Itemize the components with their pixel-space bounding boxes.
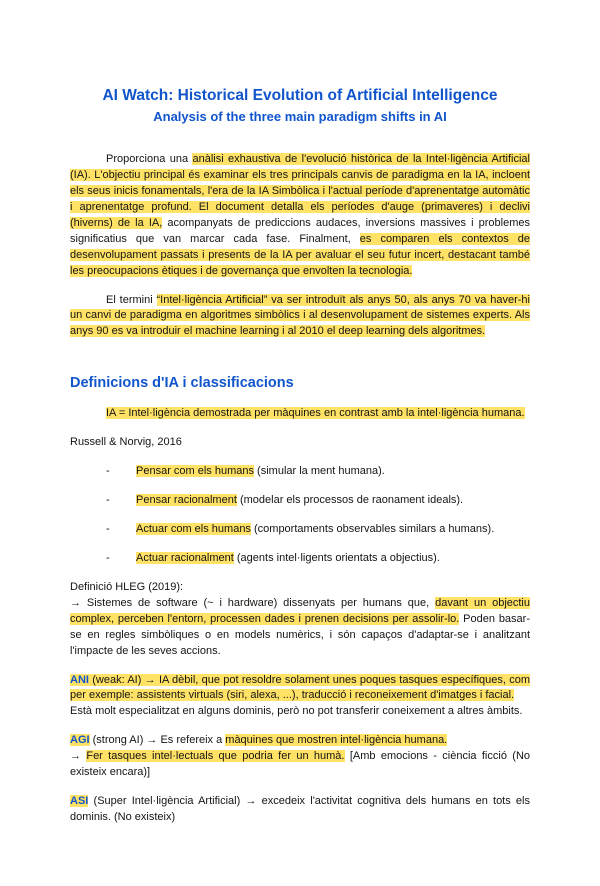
text-run: Proporciona una	[106, 153, 193, 166]
bullet-item	[106, 551, 530, 567]
text-run: Pensar com els humans	[136, 465, 254, 478]
paragraph	[70, 704, 530, 720]
text-run: (modelar els processos de raonament ideals).	[236, 494, 464, 506]
text-run: El termini	[106, 293, 157, 306]
paragraph	[70, 293, 530, 341]
text-run: davant un objectiu complex, perceben l'entorn, processen dades i prenen decisions per assolir-lo.	[70, 596, 530, 625]
text-run: →	[70, 750, 87, 763]
text-run: IA dèbil, que pot resoldre solament unes poques tasques específiques, com per exemple: assistents virtuals (siri, alexa, ...), traducció i reconeixement d'imatges i facial.	[70, 673, 530, 702]
text-run: [Amb emocions - ciència ficció (No existeix encara)]	[70, 750, 530, 779]
text-run: (comportaments observables similars a humans).	[250, 522, 495, 535]
text-run: anàlisi exhaustiva de l'evolució històrica de la Intel·ligència Artificial (IA). L'objectiu principal és examinar els tres principals canvis de paradigma en la IA, incloent els seus inicis fonamentals, l'era de la IA Simbòlica i l'actual període d'aprenentatge automàtic i aprenentatge profund. El document detalla els períodes d'auge (primaveres) i declivi (hiverns) de la IA,	[70, 153, 530, 229]
text-run: Actuar com els humans	[136, 522, 251, 535]
text-run: es comparen els contextos de desenvolupament passats i presents de la IA per avaluar el seu futur incert, destacant també les preocupacions ètiques i de governança que envolten la tecnologia.	[70, 232, 531, 277]
text-run: (Super Intel·ligència Artificial) → excedeix l'activitat cognitiva dels humans en tots els dominis. (No existeix)	[70, 795, 530, 824]
bullet-dash: -	[106, 522, 110, 535]
text-run: acompanyats de prediccions audaces, inversions massives i problemes significatius que van marcar cada fase. Finalment,	[70, 216, 530, 245]
paragraph	[70, 406, 530, 422]
bullet-text	[136, 551, 440, 567]
paragraph	[70, 733, 530, 749]
paragraph	[70, 673, 530, 705]
paragraph	[70, 580, 530, 596]
bullet-item	[106, 522, 530, 538]
text-run: IA = Intel·ligència demostrada per màquines en contrast amb la intel·ligència humana.	[106, 407, 525, 420]
text-run: Està molt especialitzat en alguns dominis, però no pot transferir coneixement a altres àmbits.	[70, 705, 523, 718]
bullet-dash: -	[106, 551, 110, 564]
bullet-dash: -	[106, 494, 110, 506]
document-body	[70, 152, 530, 826]
text-run: Definicions d'IA i classificacions	[70, 375, 294, 392]
paragraph	[70, 152, 530, 280]
text-run: (weak: AI) →	[88, 673, 159, 686]
text-run: ASI	[70, 795, 89, 808]
text-run: ANI	[70, 673, 89, 686]
bullet-dash: -	[106, 465, 110, 478]
text-run: Actuar racionalment	[136, 551, 234, 564]
text-run: (agents intel·ligents orientats a objectius).	[233, 551, 440, 564]
bullet-text	[136, 522, 494, 538]
text-run: “Intel·ligència Artificial” va ser introduït als anys 50, als anys 70 va haver-hi un canvi de paradigma en algoritmes simbòlics i al desenvolupament de sistemes experts. Als anys 90 es va introduir el machine learning i al 2010 el deep learning dels algoritmes.	[70, 293, 530, 338]
text-run: Poden basar-se en regles simbòliques o en models numèrics, i són capaços d'adaptar-se i analitzant l'impacte de les seves accions.	[70, 612, 530, 657]
text-run: màquines que mostren intel·ligència humana.	[225, 734, 448, 747]
text-run: Pensar racionalment	[136, 494, 237, 506]
paragraph	[70, 749, 530, 781]
text-run: (simular la ment humana).	[254, 465, 385, 478]
text-run: Definició HLEG (2019):	[70, 580, 184, 593]
doc-subtitle: Analysis of the three main paradigm shifts in AI	[153, 109, 447, 125]
text-run: → Sistemes de software (~ i hardware) dissenyats per humans que,	[70, 596, 436, 609]
section-heading	[70, 374, 530, 393]
bullet-text	[136, 493, 463, 509]
bullet-item	[106, 464, 530, 480]
text-run: Russell & Norvig, 2016	[70, 436, 182, 449]
text-run: AGI	[70, 734, 90, 747]
text-run: (strong AI) → Es refereix a	[89, 734, 226, 747]
paragraph	[70, 794, 530, 826]
bullet-text	[136, 464, 385, 480]
paragraph	[70, 596, 530, 660]
doc-title: AI Watch: Historical Evolution of Artificial Intelligence	[102, 87, 498, 104]
text-run: Fer tasques intel·lectuals que podria fer un humà.	[86, 750, 345, 763]
bullet-item	[106, 493, 530, 509]
paragraph	[70, 435, 530, 451]
